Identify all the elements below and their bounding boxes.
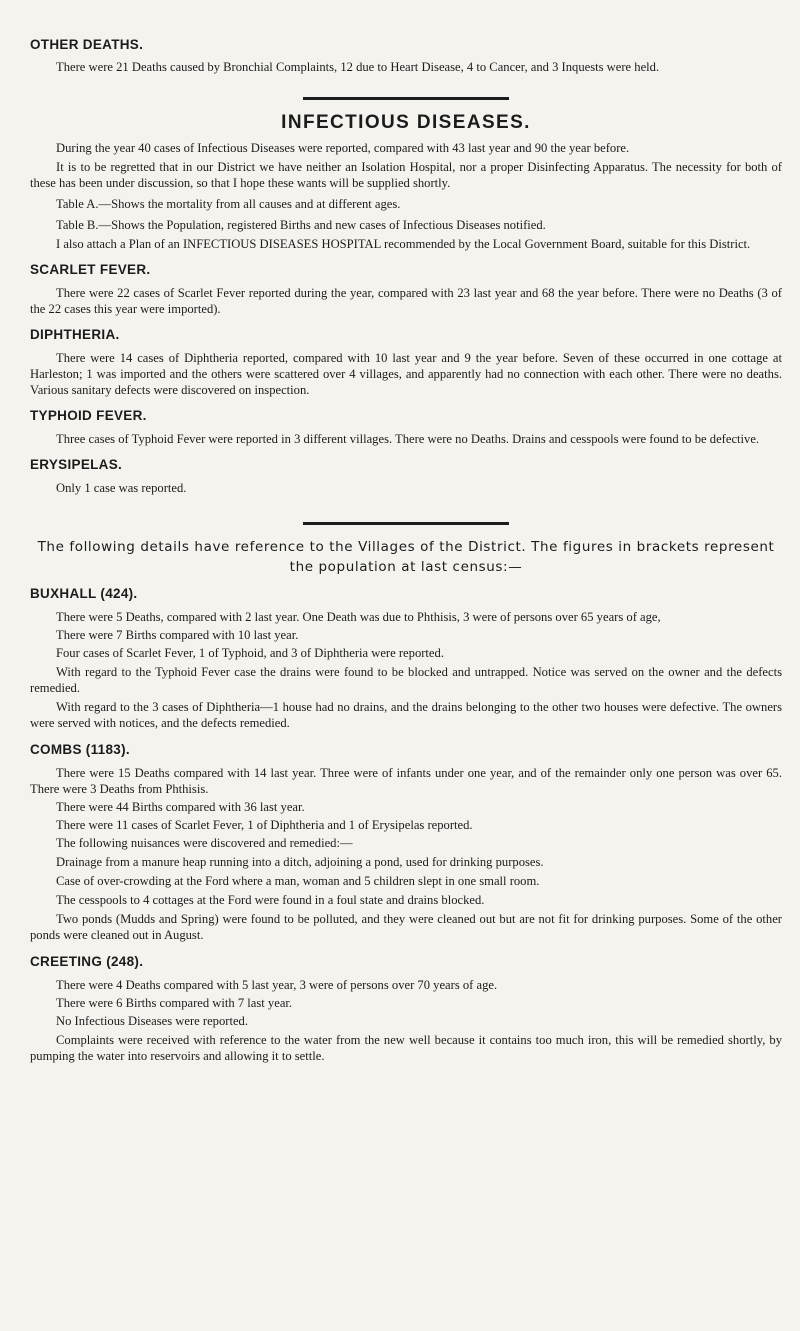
- paragraph: Drainage from a manure heap running into a ditch, adjoining a pond, used for drinking purposes.: [56, 855, 544, 869]
- paragraph: There were 7 Births compared with 10 last year.: [56, 628, 299, 642]
- infectious-diseases-title: INFECTIOUS DISEASES.: [281, 112, 531, 133]
- paragraph: There were 4 Deaths compared with 5 last year, 3 were of persons over 70 years of age.: [56, 978, 498, 992]
- paragraph: During the year 40 cases of Infectious Diseases were reported, compared with 43 last year and 90 the year before.: [56, 141, 630, 155]
- paragraph: With regard to the Typhoid Fever case the drains were found to be blocked and untrapped. Notice was served on the owner and the defects remedied.: [30, 665, 782, 695]
- paragraph: It is to be regretted that in our District we have neither an Isolation Hospital, nor a proper Disinfecting Apparatus. The necessity for both of these has been under discussion, so that I hope these wants will be supplied shortly.: [30, 160, 782, 190]
- paragraph: There were 22 cases of Scarlet Fever reported during the year, compared with 23 last year and 68 the year before. There were no Deaths (3 of the 22 cases this year were imported).: [30, 286, 782, 316]
- paragraph: Three cases of Typhoid Fever were reported in 3 different villages. There were no Deaths. Drains and cesspools were found to be defective.: [56, 432, 760, 446]
- paragraph: There were 5 Deaths, compared with 2 last year. One Death was due to Phthisis, 3 were of persons over 65 years of age,: [56, 610, 661, 624]
- paragraph: There were 11 cases of Scarlet Fever, 1 of Diphtheria and 1 of Erysipelas reported.: [56, 818, 473, 832]
- paragraph: Complaints were received with reference to the water from the new well because it contains too much iron, this will be remedied shortly, by pumping the water into reservoirs and allowing it to settle.: [30, 1033, 782, 1063]
- paragraph: The cesspools to 4 cottages at the Ford were found in a foul state and drains blocked.: [56, 893, 485, 907]
- paragraph: No Infectious Diseases were reported.: [56, 1014, 248, 1028]
- paragraph: Case of over-crowding at the Ford where a man, woman and 5 children slept in one small room.: [56, 874, 540, 888]
- villages-intro: The following details have reference to the Villages of the District. The figures in brackets represent the population at last census:—: [37, 539, 775, 575]
- paragraph: There were 15 Deaths compared with 14 last year. Three were of infants under one year, and of the remainder only one person was over 65. There were 3 Deaths from Phthisis.: [30, 766, 782, 796]
- section-heading-creeting: CREETING (248).: [30, 954, 144, 969]
- paragraph-table-a: Table A.—Shows the mortality from all causes and at different ages.: [56, 197, 401, 211]
- section-heading-erysipelas: ERYSIPELAS.: [30, 457, 123, 472]
- document-body: [30, 36, 782, 1064]
- section-heading-scarlet-fever: SCARLET FEVER.: [30, 262, 151, 277]
- section-heading-combs: COMBS (1183).: [30, 742, 130, 757]
- section-heading-diphtheria: DIPHTHERIA.: [30, 327, 120, 342]
- paragraph: There were 44 Births compared with 36 last year.: [56, 800, 305, 814]
- paragraph: I also attach a Plan of an INFECTIOUS DISEASES HOSPITAL recommended by the Local Government Board, suitable for this District.: [56, 237, 751, 251]
- paragraph: The following nuisances were discovered and remedied:—: [56, 836, 353, 850]
- paragraph: Only 1 case was reported.: [56, 481, 187, 495]
- paragraph: There were 6 Births compared with 7 last year.: [56, 996, 293, 1010]
- section-heading-other-deaths: OTHER DEATHS.: [30, 37, 144, 52]
- paragraph: Four cases of Scarlet Fever, 1 of Typhoid, and 3 of Diphtheria were reported.: [56, 646, 444, 660]
- paragraph: There were 21 Deaths caused by Bronchial Complaints, 12 due to Heart Disease, 4 to Cancer, and 3 Inquests were held.: [56, 60, 660, 74]
- paragraph: Two ponds (Mudds and Spring) were found to be polluted, and they were cleaned out but are not fit for drinking purposes. Some of the other ponds were cleaned out in August.: [30, 912, 782, 942]
- paragraph: There were 14 cases of Diphtheria reported, compared with 10 last year and 9 the year before. Seven of these occurred in one cottage at Harleston; 1 was imported and the others were scattered over 4 villages, and apparently had no connection with each other. There were no deaths. Various sanitary defects were discovered on inspection.: [30, 351, 782, 397]
- paragraph: With regard to the 3 cases of Diphtheria—1 house had no drains, and the drains belonging to the other two houses were defective. The owners were served with notices, and the defects remedied.: [30, 700, 782, 730]
- paragraph-table-b: Table B.—Shows the Population, registered Births and new cases of Infectious Diseases notified.: [56, 218, 546, 232]
- section-heading-buxhall: BUXHALL (424).: [30, 586, 138, 601]
- section-heading-typhoid-fever: TYPHOID FEVER.: [30, 408, 147, 423]
